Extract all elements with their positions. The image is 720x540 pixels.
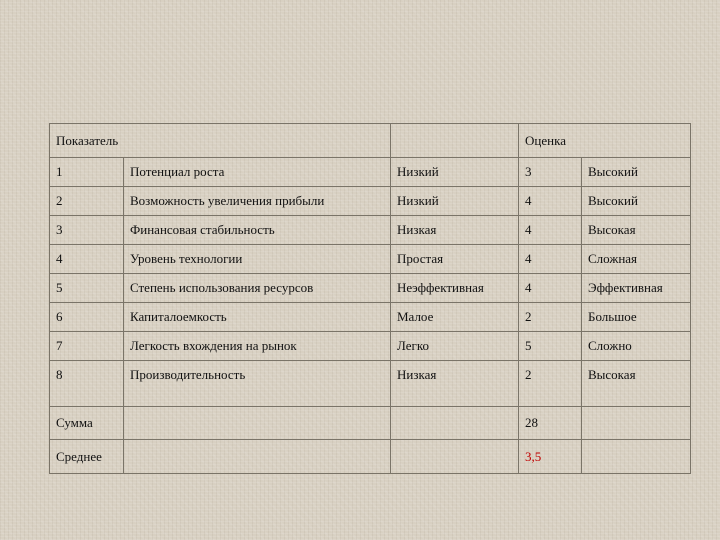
row-number: 3 — [50, 216, 124, 245]
row-score: 4 — [519, 274, 582, 303]
row-max-level: Сложная — [582, 245, 691, 274]
row-number: 4 — [50, 245, 124, 274]
row-number: 7 — [50, 332, 124, 361]
table-row — [50, 274, 691, 303]
header-score: Оценка — [519, 124, 691, 158]
sum-label: Сумма — [50, 407, 124, 440]
table-row — [50, 158, 691, 187]
average-empty-cell — [124, 440, 391, 474]
row-max-level: Высокая — [582, 361, 691, 407]
row-indicator-name: Потенциал роста — [124, 158, 391, 187]
row-min-level: Низкая — [391, 216, 519, 245]
row-indicator-name: Производительность — [124, 361, 391, 407]
row-min-level: Неэффективная — [391, 274, 519, 303]
average-empty-cell — [582, 440, 691, 474]
row-indicator-name: Легкость вхождения на рынок — [124, 332, 391, 361]
table-row — [50, 332, 691, 361]
row-score: 2 — [519, 361, 582, 407]
sum-value: 28 — [519, 407, 582, 440]
row-number: 5 — [50, 274, 124, 303]
evaluation-table — [49, 123, 691, 474]
row-score: 2 — [519, 303, 582, 332]
average-empty-cell — [391, 440, 519, 474]
row-max-level: Высокая — [582, 216, 691, 245]
average-label: Среднее — [50, 440, 124, 474]
row-number: 6 — [50, 303, 124, 332]
header-indicator: Показатель — [50, 124, 391, 158]
sum-empty-cell — [582, 407, 691, 440]
row-min-level: Легко — [391, 332, 519, 361]
row-indicator-name: Возможность увеличения прибыли — [124, 187, 391, 216]
row-number: 2 — [50, 187, 124, 216]
table-row — [50, 187, 691, 216]
sum-row — [50, 407, 691, 440]
header-empty-cell — [391, 124, 519, 158]
row-min-level: Простая — [391, 245, 519, 274]
row-score: 4 — [519, 245, 582, 274]
sum-empty-cell — [391, 407, 519, 440]
row-indicator-name: Уровень технологии — [124, 245, 391, 274]
row-number: 8 — [50, 361, 124, 407]
row-score: 4 — [519, 216, 582, 245]
row-max-level: Высокий — [582, 187, 691, 216]
row-min-level: Низкая — [391, 361, 519, 407]
row-min-level: Малое — [391, 303, 519, 332]
row-max-level: Сложно — [582, 332, 691, 361]
row-score: 4 — [519, 187, 582, 216]
average-row — [50, 440, 691, 474]
average-value: 3,5 — [519, 440, 582, 474]
table-row — [50, 245, 691, 274]
row-max-level: Большое — [582, 303, 691, 332]
sum-empty-cell — [124, 407, 391, 440]
row-indicator-name: Капиталоемкость — [124, 303, 391, 332]
row-indicator-name: Финансовая стабильность — [124, 216, 391, 245]
table-row — [50, 303, 691, 332]
row-max-level: Эффективная — [582, 274, 691, 303]
row-min-level: Низкий — [391, 158, 519, 187]
row-score: 3 — [519, 158, 582, 187]
row-number: 1 — [50, 158, 124, 187]
table-row — [50, 216, 691, 245]
row-score: 5 — [519, 332, 582, 361]
table-header-row — [50, 124, 691, 158]
row-indicator-name: Степень использования ресурсов — [124, 274, 391, 303]
row-max-level: Высокий — [582, 158, 691, 187]
table-row — [50, 361, 691, 407]
row-min-level: Низкий — [391, 187, 519, 216]
